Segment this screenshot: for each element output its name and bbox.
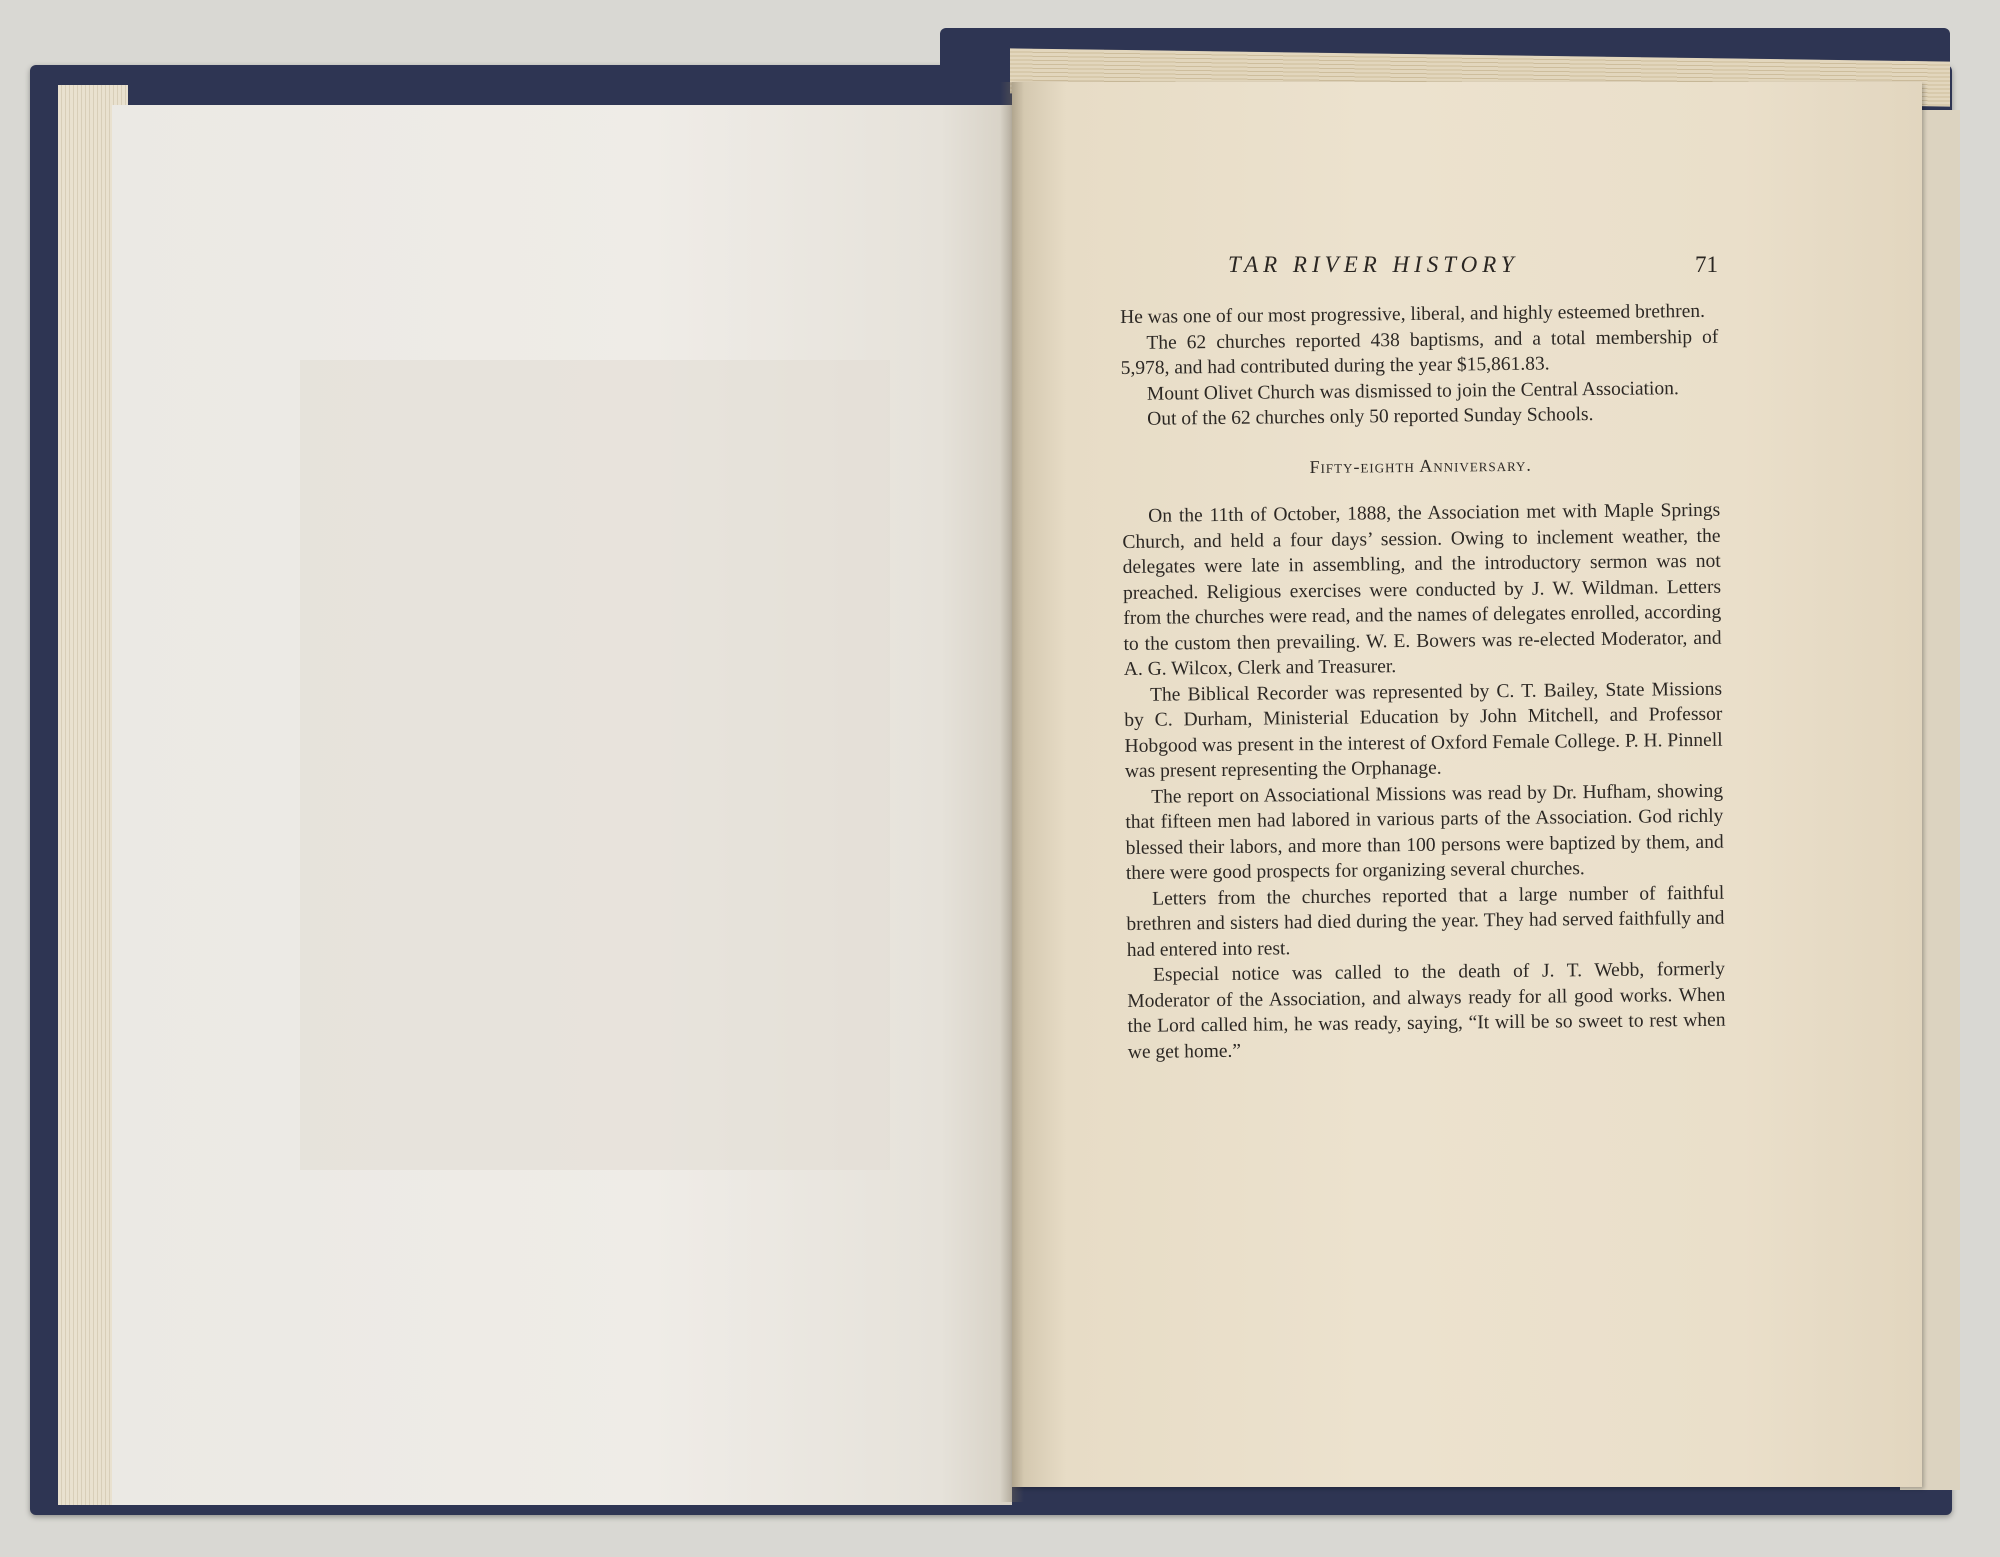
paragraph: The Biblical Recorder was represented by C. T. Bailey, State Missions by C. Durham, Ministerial Education by John Mitchell, and Professor Hobgood was present in the interest of Oxford Female College. P. H. Pinnell was present representing the Orphanage. xyxy=(1124,678,1723,782)
page-body-text xyxy=(1120,299,1726,1065)
page-number: 71 xyxy=(1695,252,1718,277)
paragraph: Especial notice was called to the death of J. T. Webb, formerly Moderator of the Association, and always ready for all good works. When the Lord called him, he was ready, saying, “It will be so sweet to rest when we get home.” xyxy=(1127,958,1726,1063)
paragraph: Mount Olivet Church was dismissed to join the Central Association. xyxy=(1146,377,1679,405)
running-header xyxy=(1228,252,1718,292)
paragraph: On the 11th of October, 1888, the Association met with Maple Springs Church, and held a four days’ session. Owing to inclement weather, the delegates were late in assembling, and the introductory sermon was not preached. Religious exercises were conducted by J. W. Wildman. Letters from the churches were read, and the names of delegates enrolled, according to the custom then prevailing. W. E. Bowers was re-elected Moderator, and A. G. Wilcox, Clerk and Treasurer. xyxy=(1122,499,1722,680)
book-gutter xyxy=(1000,82,1024,1502)
paragraph: Out of the 62 churches only 50 reported Sunday Schools. xyxy=(1147,404,1594,430)
section-heading: Fifty-eighth Anniversary. xyxy=(1309,454,1532,477)
paragraph: The 62 churches reported 438 baptisms, and a total membership of 5,978, and had contributed during the year $15,861.83. xyxy=(1120,326,1719,379)
paragraph: The report on Associational Missions was read by Dr. Hufham, showing that fifteen men had labored in various parts of the Association. God richly blessed their labors, and more than 100 persons were baptized by them, and there were good prospects for organizing several churches. xyxy=(1125,780,1724,884)
left-page-offset-shadow xyxy=(300,360,890,1170)
running-title: TAR RIVER HISTORY xyxy=(1228,252,1519,277)
paragraph: He was one of our most progressive, liberal, and highly esteemed brethren. xyxy=(1120,300,1706,328)
paragraph: Letters from the churches reported that a large number of faithful brethren and sisters had died during the year. They had served faithfully and had entered into rest. xyxy=(1126,882,1725,961)
